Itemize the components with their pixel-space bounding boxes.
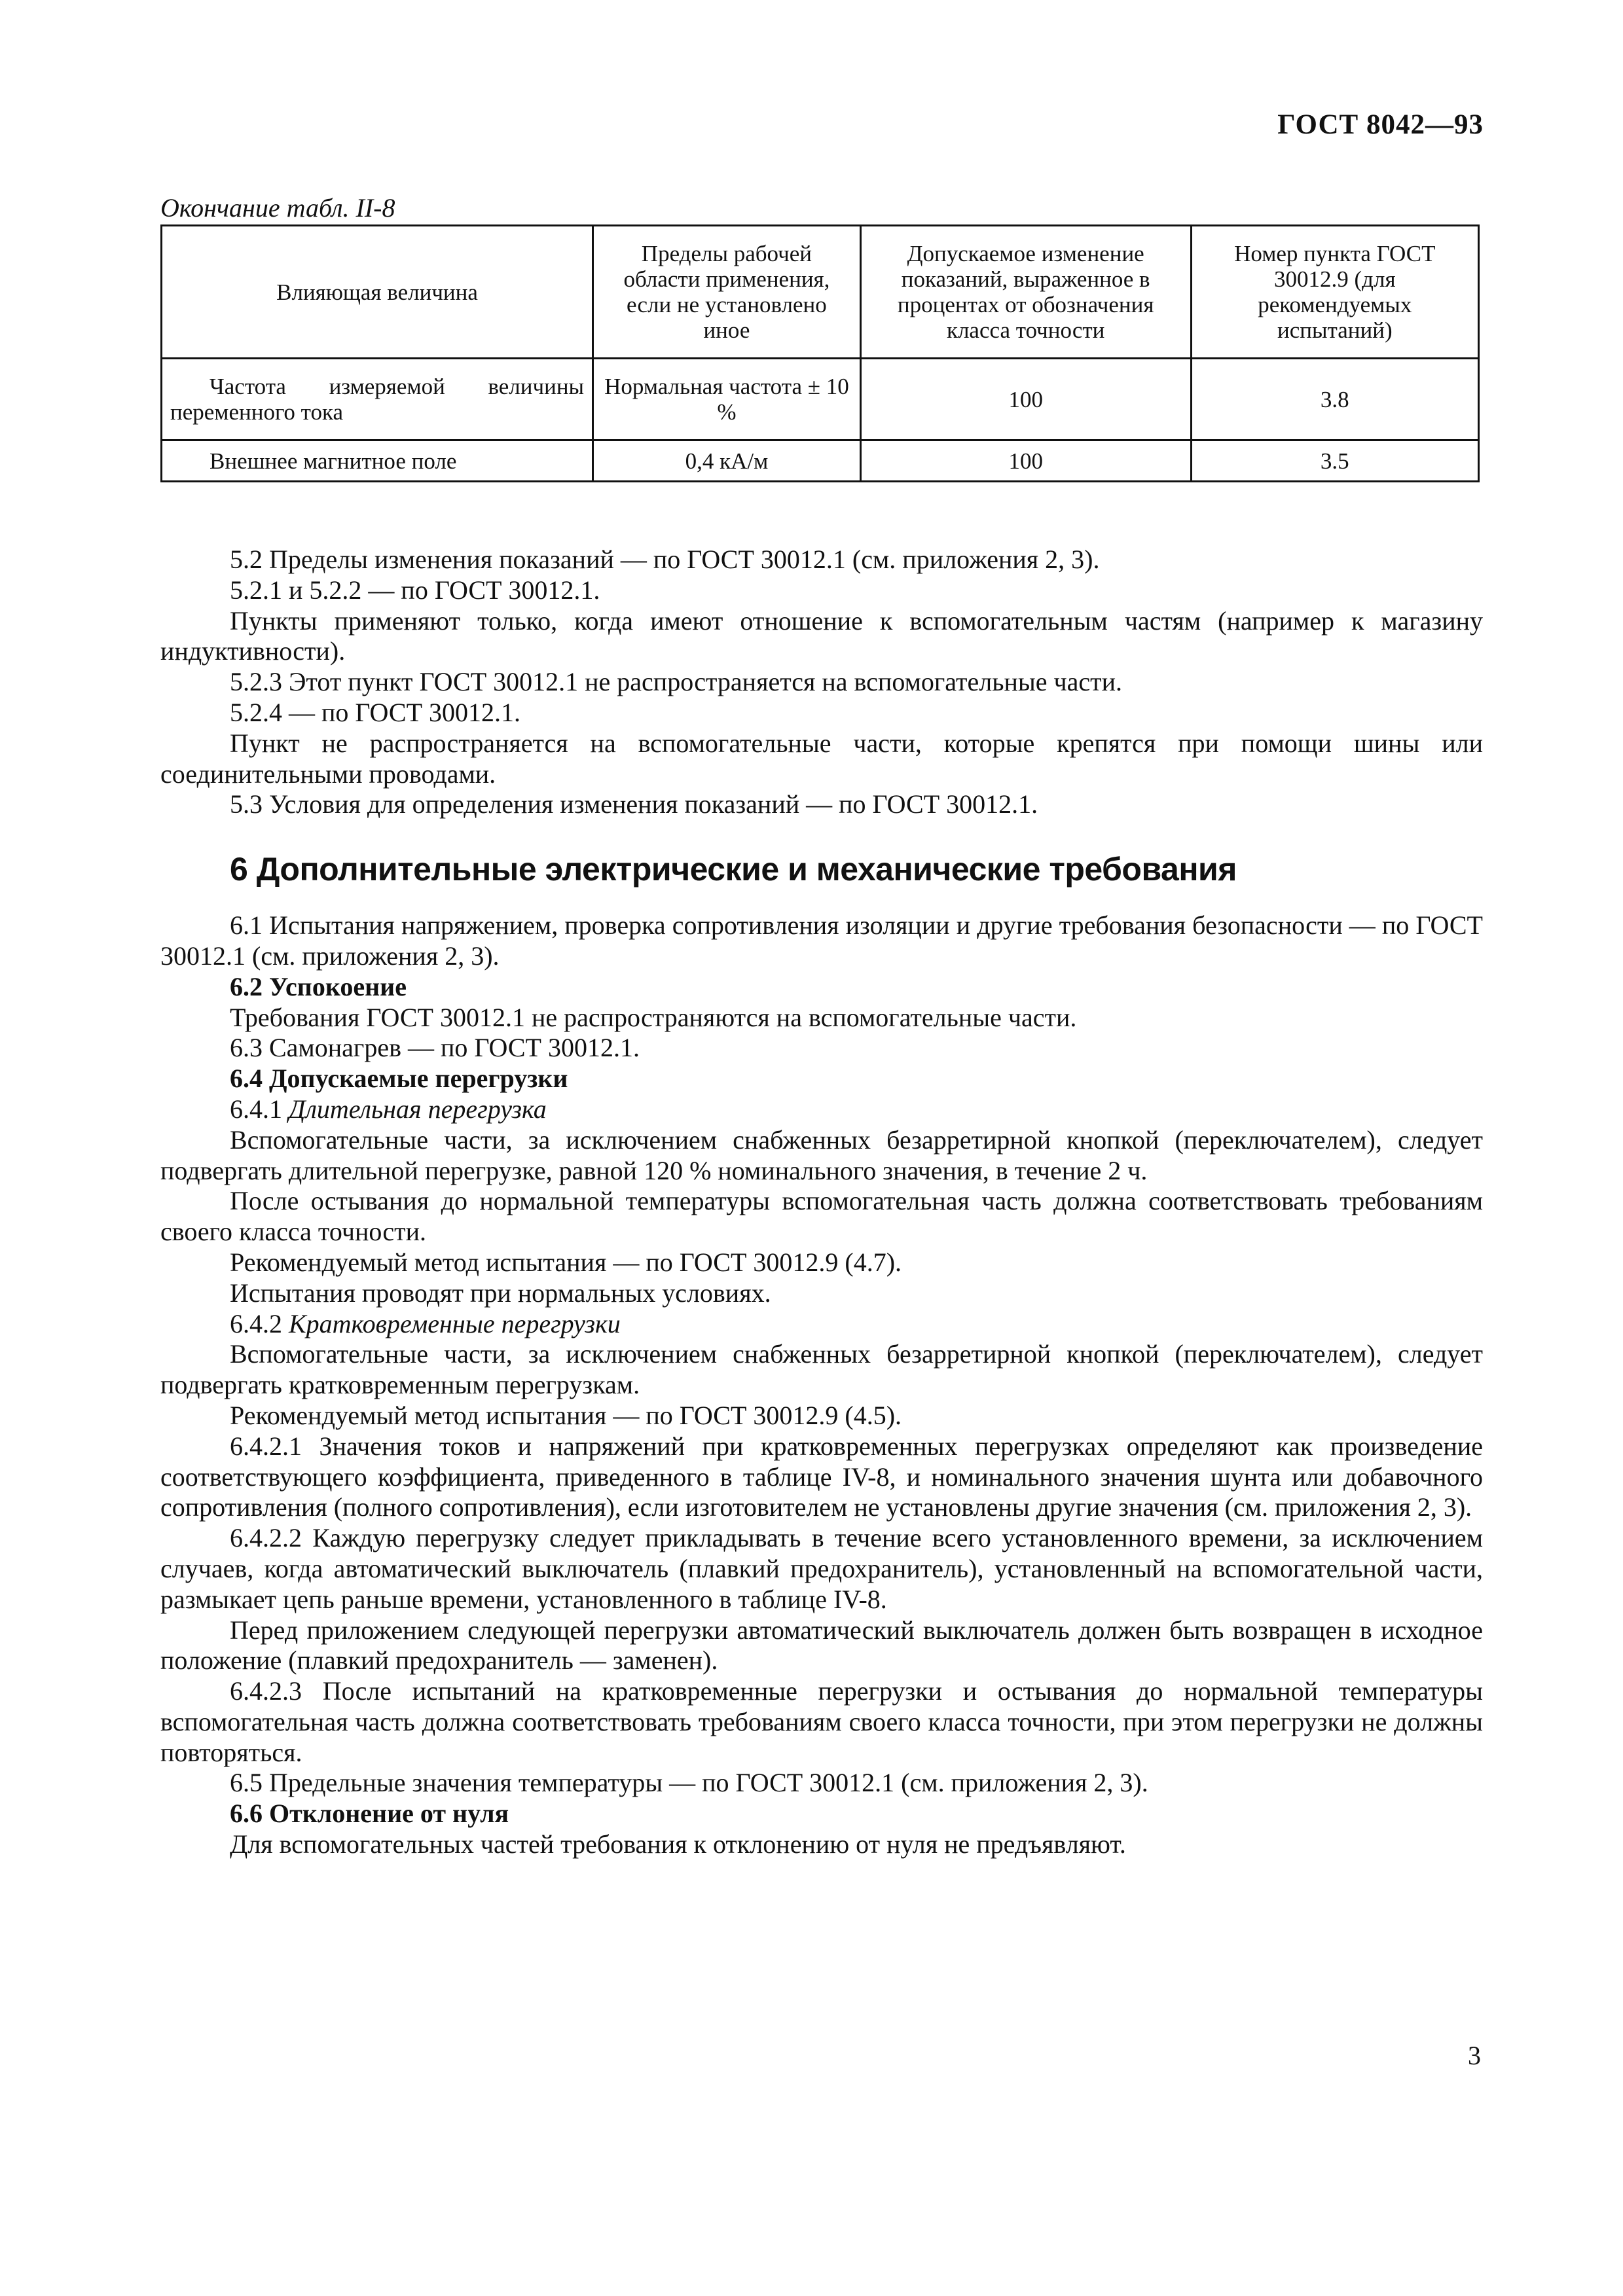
page-number: 3 xyxy=(1468,2041,1481,2070)
cell-quantity: Внешнее магнитное поле xyxy=(162,440,593,482)
paragraph: Пункт не распространяется на вспомогательные части, которые крепятся при помощи шины или соединительными проводами. xyxy=(160,728,1483,789)
paragraph: 5.3 Условия для определения изменения показаний — по ГОСТ 30012.1. xyxy=(230,789,1038,819)
paragraph: Пункты применяют только, когда имеют отношение к вспомогательным частям (например к магазину индуктивности). xyxy=(160,605,1483,666)
paragraph: 6.4.2.1 Значения токов и напряжений при кратковременных перегрузках определяют как произведение соответствующего коэффициента, приведенного в таблице IV-8, и номинального значения шунта или добавочного сопротивления (полного сопротивления), если изготовителем не установлены другие значения (см. приложения 2, 3). xyxy=(160,1431,1483,1522)
paragraph: Вспомогательные части, за исключением снабженных безарретирной кнопкой (переключателем), следует подвергать длительной перегрузке, равной 120 % номинального значения, в течение 2 ч. xyxy=(160,1124,1483,1185)
paragraph: 5.2.1 и 5.2.2 — по ГОСТ 30012.1. xyxy=(230,575,600,605)
subsection-heading: 6.4 Допускаемые перегрузки xyxy=(230,1064,568,1094)
paragraph: Для вспомогательных частей требования к отклонению от нуля не предъявляют. xyxy=(230,1829,1126,1859)
paragraph: 5.2 Пределы изменения показаний — по ГОСТ 30012.1 (см. приложения 2, 3). xyxy=(230,545,1100,574)
table-caption: Окончание табл. II-8 xyxy=(160,193,395,223)
cell-quantity: Частота измеряемой величины переменного тока xyxy=(162,359,593,440)
col-header-quantity: Влияющая величина xyxy=(162,226,593,359)
subsection-heading: 6.4.1 Длительная перегрузка xyxy=(230,1094,547,1124)
paragraph: Рекомендуемый метод испытания — по ГОСТ 30012.9 (4.7). xyxy=(230,1247,902,1277)
paragraph: 6.1 Испытания напряжением, проверка сопротивления изоляции и другие требования безопасности — по ГОСТ 30012.1 (см. приложения 2, 3). xyxy=(160,910,1483,971)
body-text xyxy=(160,545,1483,1860)
paragraph: 6.4.2.3 После испытаний на кратковременные перегрузки и остывания до нормальной температуры вспомогательная часть должна соответствовать требованиям своего класса точности, при этом перегрузки не должны повторяться. xyxy=(160,1676,1483,1767)
section-heading: 6 Дополнительные электрические и механические требования xyxy=(230,851,1237,888)
cell-change: 100 xyxy=(860,359,1191,440)
paragraph: 6.4.2.2 Каждую перегрузку следует прикладывать в течение всего установленного времени, за исключением случаев, когда автоматический выключатель (плавкий предохранитель), установленный на вспомогательной части, размыкает цепь раньше времени, установленного в таблице IV-8. xyxy=(160,1523,1483,1614)
table-row xyxy=(162,440,1479,482)
paragraph: Вспомогательные части, за исключением снабженных безарретирной кнопкой (переключателем), следует подвергать кратковременным перегрузкам. xyxy=(160,1339,1483,1400)
cell-clause: 3.5 xyxy=(1191,440,1478,482)
paragraph: 6.5 Предельные значения температуры — по ГОСТ 30012.1 (см. приложения 2, 3). xyxy=(230,1768,1148,1798)
table-row xyxy=(162,359,1479,440)
subsection-heading: 6.6 Отклонение от нуля xyxy=(230,1799,509,1829)
paragraph: 6.3 Самонагрев — по ГОСТ 30012.1. xyxy=(230,1033,640,1063)
subsection-heading: 6.2 Успокоение xyxy=(230,971,407,1001)
col-header-change: Допускаемое изменение показаний, выраженное в процентах от обозначения класса точности xyxy=(860,226,1191,359)
paragraph: 5.2.3 Этот пункт ГОСТ 30012.1 не распространяется на вспомогательные части. xyxy=(230,667,1122,697)
standard-code: ГОСТ 8042—93 xyxy=(1277,109,1484,140)
paragraph: Требования ГОСТ 30012.1 не распространяются на вспомогательные части. xyxy=(230,1002,1077,1032)
paragraph: Перед приложением следующей перегрузки автоматический выключатель должен быть возвращен в исходное положение (плавкий предохранитель — заменен). xyxy=(160,1615,1483,1676)
col-header-limits: Пределы рабочей области применения, если не установлено иное xyxy=(593,226,861,359)
cell-clause: 3.8 xyxy=(1191,359,1478,440)
paragraph: Испытания проводят при нормальных условиях. xyxy=(230,1278,771,1308)
paragraph: Рекомендуемый метод испытания — по ГОСТ 30012.9 (4.5). xyxy=(230,1400,902,1430)
cell-change: 100 xyxy=(860,440,1191,482)
cell-limits: Нормальная частота ± 10 % xyxy=(593,359,861,440)
col-header-clause: Номер пункта ГОСТ 30012.9 (для рекомендуемых испытаний) xyxy=(1191,226,1478,359)
paragraph: 5.2.4 — по ГОСТ 30012.1. xyxy=(230,697,521,727)
subsection-heading: 6.4.2 Кратковременные перегрузки xyxy=(230,1308,621,1338)
paragraph: После остывания до нормальной температуры вспомогательная часть должна соответствовать требованиям своего класса точности. xyxy=(160,1186,1483,1247)
cell-limits: 0,4 кА/м xyxy=(593,440,861,482)
influence-table xyxy=(160,224,1480,482)
